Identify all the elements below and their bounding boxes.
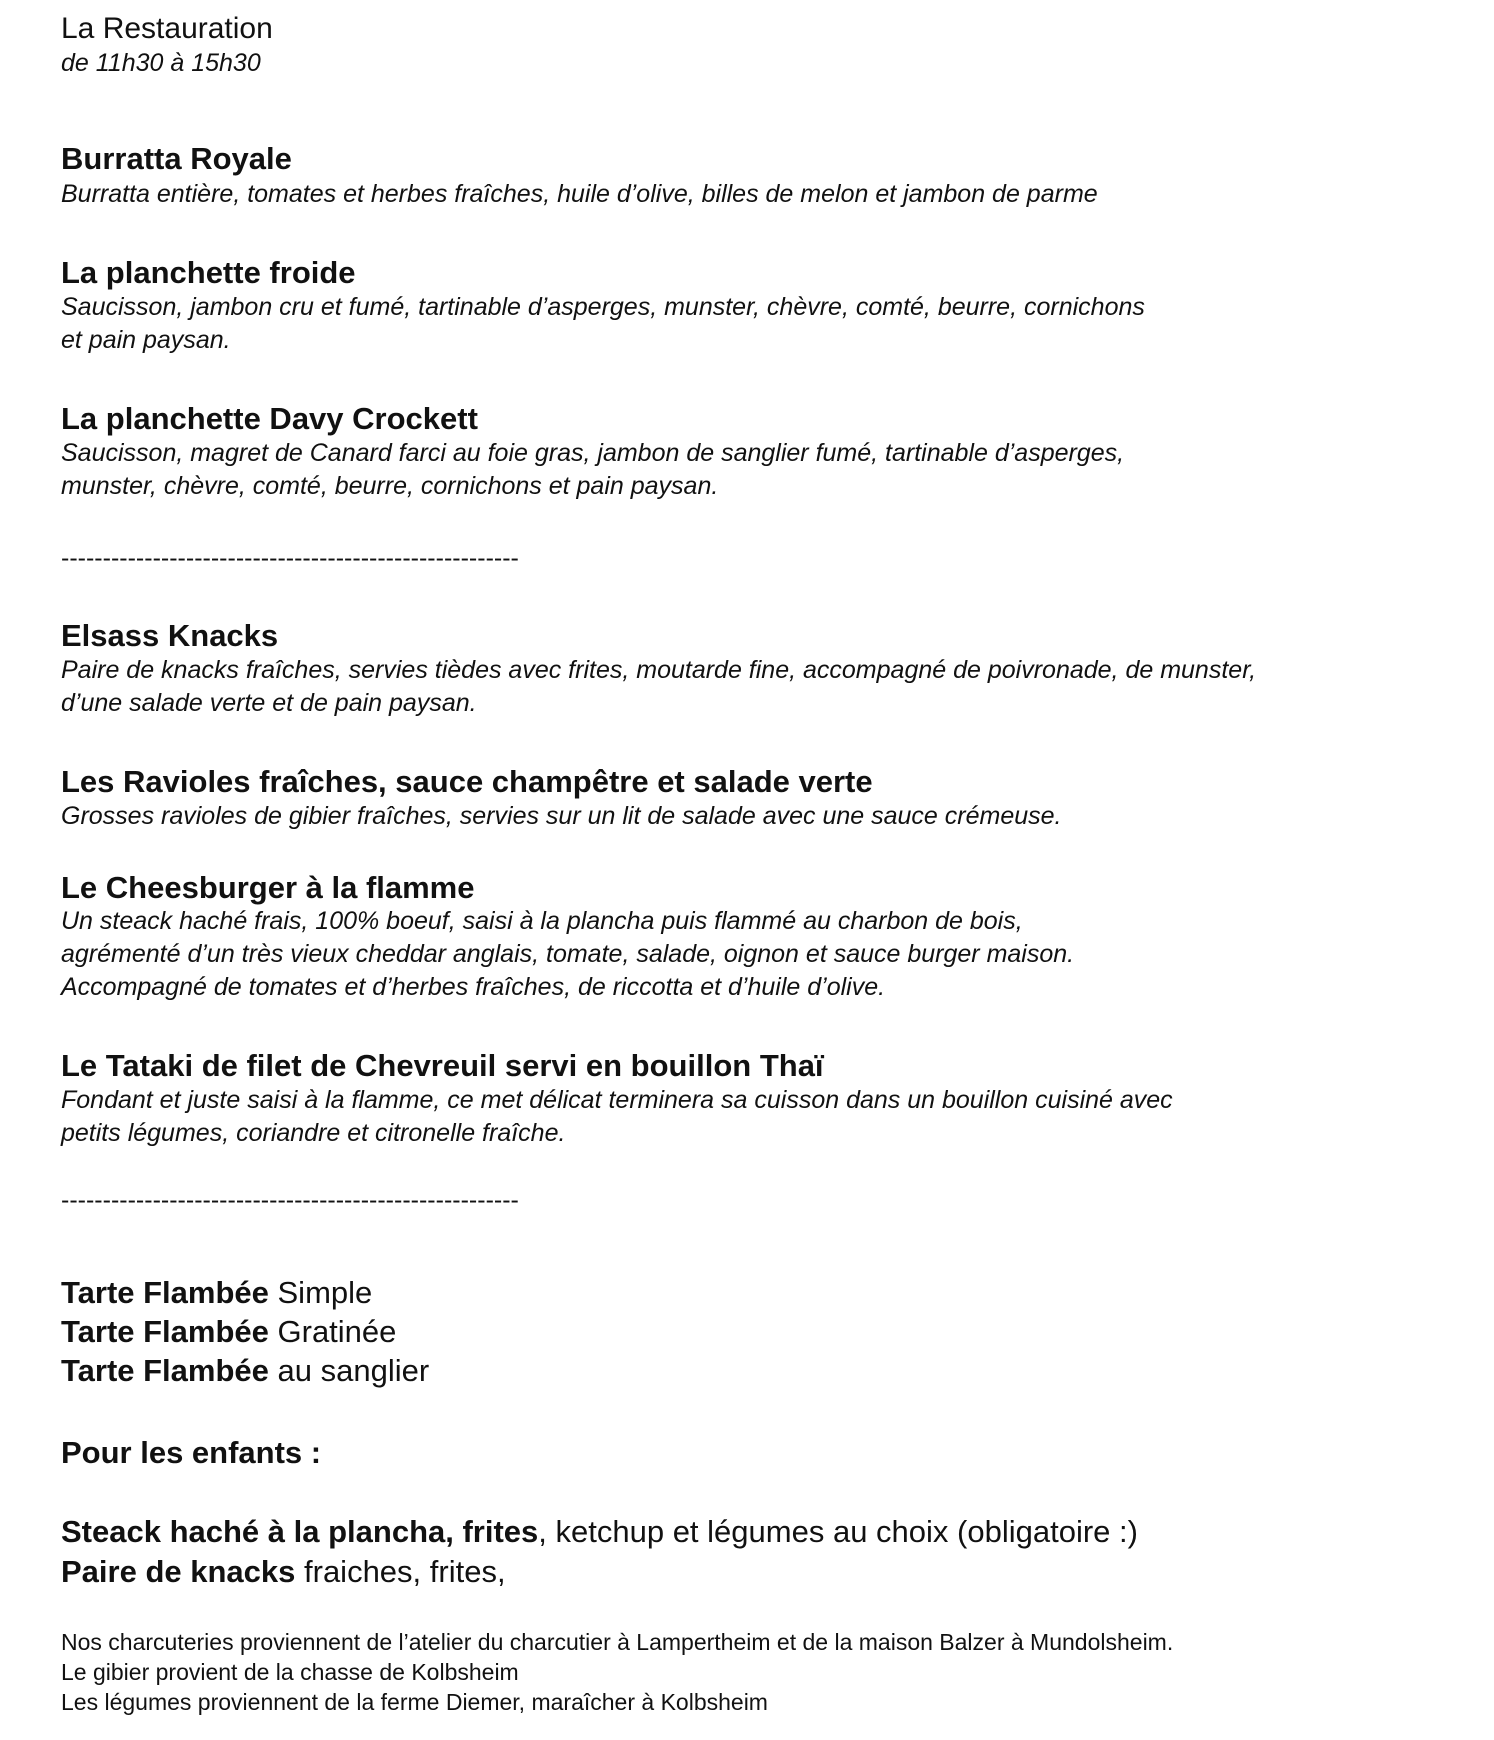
dish-desc-cheesburger-line1: Un steack haché frais, 100% boeuf, saisi à la plancha puis flammé au charbon de bois,	[61, 907, 1023, 935]
footer-note-legumes: Les légumes proviennent de la ferme Diemer, maraîcher à Kolbsheim	[61, 1689, 768, 1715]
dish-desc-elsass-knacks-line2: d’une salade verte et de pain paysan.	[61, 689, 477, 717]
dish-desc-tataki-line1: Fondant et juste saisi à la flamme, ce met délicat terminera sa cuisson dans un bouillon cuisiné avec	[61, 1086, 1173, 1114]
dish-desc-tataki-line2: petits légumes, coriandre et citronelle fraîche.	[61, 1119, 566, 1147]
dish-desc-davy-crockett-line2: munster, chèvre, comté, beurre, cornichons et pain paysan.	[61, 472, 719, 500]
dish-desc-planchette-froide-line2: et pain paysan.	[61, 326, 231, 354]
service-hours: de 11h30 à 15h30	[61, 49, 261, 77]
dish-desc-burratta: Burratta entière, tomates et herbes fraîches, huile d’olive, billes de melon et jambon de parme	[61, 180, 1098, 208]
dish-desc-davy-crockett-line1: Saucisson, magret de Canard farci au foie gras, jambon de sanglier fumé, tartinable d’asperges,	[61, 439, 1125, 467]
dish-desc-cheesburger-line3: Accompagné de tomates et d’herbes fraîches, de riccotta et d’huile d’olive.	[61, 973, 886, 1001]
dish-desc-cheesburger-line2: agrémenté d’un très vieux cheddar anglais, tomate, salade, oignon et sauce burger maison.	[61, 940, 1075, 968]
dish-desc-ravioles: Grosses ravioles de gibier fraîches, servies sur un lit de salade avec une sauce crémeuse.	[61, 802, 1062, 830]
dish-desc-elsass-knacks-line1: Paire de knacks fraîches, servies tièdes avec frites, moutarde fine, accompagné de poivronade, de munster,	[61, 656, 1257, 684]
dish-title-ravioles: Les Ravioles fraîches, sauce champêtre et salade verte	[61, 764, 873, 799]
section-separator: -------------------------------------------------------	[61, 544, 519, 572]
dish-title-davy-crockett: La planchette Davy Crockett	[61, 401, 478, 436]
dish-title-burratta: Burratta Royale	[61, 141, 292, 176]
dish-title-cheesburger: Le Cheesburger à la flamme	[61, 870, 475, 905]
page-title: La Restauration	[61, 12, 273, 45]
dish-title-tataki: Le Tataki de filet de Chevreuil servi en bouillon Thaï	[61, 1048, 824, 1083]
tarte-flambee-gratinee: Tarte Flambée Gratinée	[61, 1314, 397, 1349]
kids-section-title: Pour les enfants :	[61, 1435, 322, 1470]
kids-item-steack: Steack haché à la plancha, frites, ketchup et légumes au choix (obligatoire :)	[61, 1514, 1138, 1549]
footer-note-charcuterie: Nos charcuteries proviennent de l’atelier du charcutier à Lampertheim et de la maison Balzer à Mundolsheim.	[61, 1629, 1174, 1655]
section-separator: -------------------------------------------------------	[61, 1186, 519, 1214]
footer-note-gibier: Le gibier provient de la chasse de Kolbsheim	[61, 1659, 519, 1685]
kids-item-knacks: Paire de knacks fraiches, frites,	[61, 1554, 506, 1589]
dish-title-elsass-knacks: Elsass Knacks	[61, 618, 279, 653]
dish-desc-planchette-froide-line1: Saucisson, jambon cru et fumé, tartinable d’asperges, munster, chèvre, comté, beurre, cornichons	[61, 293, 1145, 321]
dish-title-planchette-froide: La planchette froide	[61, 255, 356, 290]
tarte-flambee-simple: Tarte Flambée Simple	[61, 1275, 373, 1310]
tarte-flambee-sanglier: Tarte Flambée au sanglier	[61, 1353, 430, 1388]
